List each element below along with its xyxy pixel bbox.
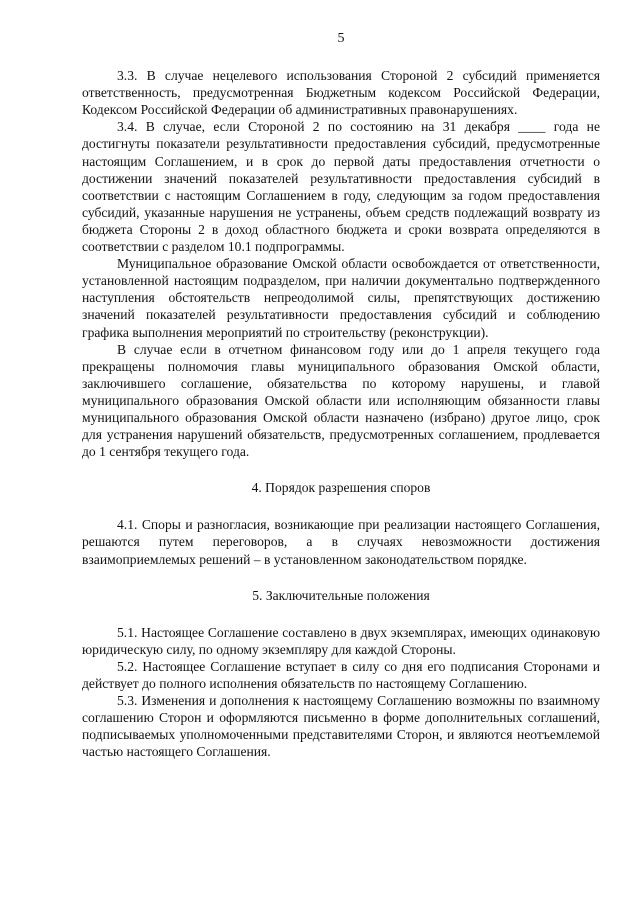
paragraph-5-3: 5.3. Изменения и дополнения к настоящему Соглашению возможны по взаимному соглашению Сторон и оформляются письменно в форме дополнительных соглашений, подписываемых уполномоченными представителями Сторон, и являются неотъемлемой частью настоящего Соглашения. xyxy=(82,693,600,760)
paragraph-3-4: 3.4. В случае, если Стороной 2 по состоянию на 31 декабря ____ года не достигнуты показатели результативности предоставления субсидий, предусмотренные настоящим Соглашением, и в срок до первой даты предоставления отчетности о достижении значений показателей результативности предоставления субсидий в соответствии с настоящим Соглашением в году, следующим за годом предоставления субсидий, указанные нарушения не устранены, объем средств подлежащий возврату из бюджета Стороны 2 в доход областного бюджета и сроки возврата определяются в соответствии с разделом 10.1 подпрограммы. xyxy=(82,119,600,255)
paragraph-5-2: 5.2. Настоящее Соглашение вступает в силу со дня его подписания Сторонами и действует до полного исполнения обязательств по настоящему Соглашению. xyxy=(82,658,600,691)
paragraph-5-1: 5.1. Настоящее Соглашение составлено в двух экземплярах, имеющих одинаковую юридическую силу, по одному экземпляру для каждой Стороны. xyxy=(82,624,600,657)
paragraph-4-1: 4.1. Споры и разногласия, возникающие при реализации настоящего Соглашения, решаются путем переговоров, а в случаях невозможности достижения взаимоприемлемых решений – в установленном законодательством порядке. xyxy=(82,517,600,567)
document-page xyxy=(82,30,600,760)
paragraph-exemption: Муниципальное образование Омской области освобождается от ответственности, установленной настоящим подразделом, при наличии документально подтвержденного наступления обстоятельств непреодолимой силы, препятствующих достижению значений показателей результативности предоставления субсидий и соблюдению графика выполнения мероприятий по строительству (реконструкции). xyxy=(82,256,600,340)
paragraph-3-3: 3.3. В случае нецелевого использования Стороной 2 субсидий применяется ответственность, предусмотренная Бюджетным кодексом Российской Федерации, Кодексом Российской Федерации об административных правонарушениях. xyxy=(82,68,600,118)
section-4-title: 4. Порядок разрешения споров xyxy=(251,480,431,496)
section-5-title: 5. Заключительные положения xyxy=(252,587,430,603)
page-number: 5 xyxy=(337,31,345,46)
paragraph-term-extension: В случае если в отчетном финансовом году или до 1 апреля текущего года прекращены полномочия главы муниципального образования Омской области, заключившего соглашение, обязательства по которому нарушены, и главой муниципального образования Омской области или исполняющим обязанности главы муниципального образования Омской области назначено (избрано) другое лицо, срок для устранения нарушений обязательств, предусмотренных соглашением, продлевается до 1 сентября текущего года. xyxy=(82,341,600,460)
